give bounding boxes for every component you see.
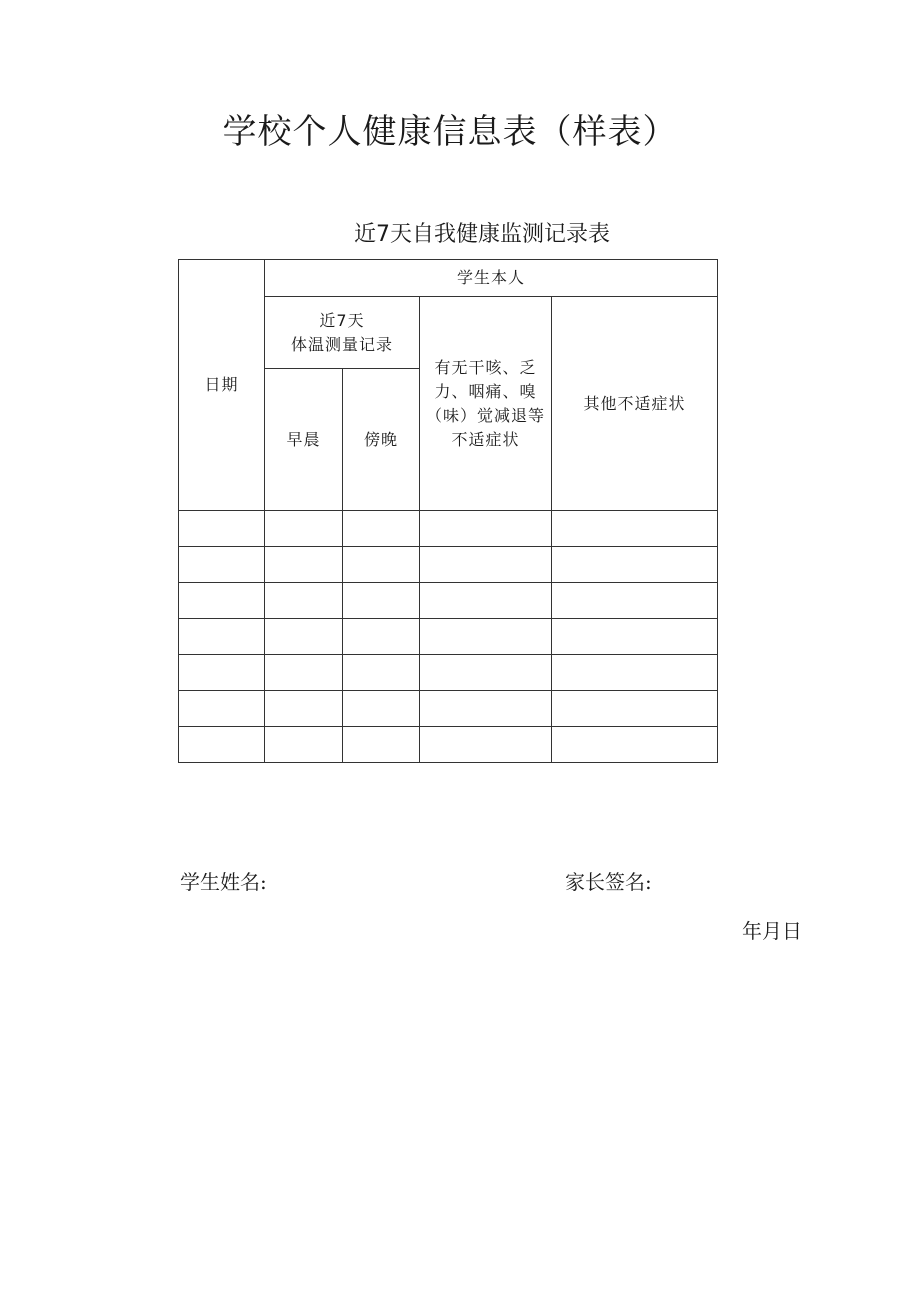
table-cell[interactable]: [420, 691, 552, 727]
table-cell[interactable]: [265, 511, 343, 547]
other-symptom-header: 其他不适症状: [552, 297, 718, 511]
table-cell[interactable]: [265, 727, 343, 763]
record-rows: [179, 511, 718, 763]
page-title: 学校个人健康信息表（样表）: [222, 112, 678, 152]
table-cell[interactable]: [420, 547, 552, 583]
temperature-header-line1: 近7天: [319, 310, 365, 330]
symptom-header-line2: 力、咽痛、嗅: [434, 381, 537, 401]
table-cell[interactable]: [552, 547, 718, 583]
table-cell[interactable]: [420, 727, 552, 763]
table-row: [179, 727, 718, 763]
table-row: [179, 547, 718, 583]
table-cell[interactable]: [179, 511, 265, 547]
symptom-header-line1: 有无干咳、乏: [434, 357, 537, 377]
table-title: 近7天自我健康监测记录表: [354, 222, 610, 247]
symptom-header-line4: 不适症状: [451, 429, 520, 449]
table-cell[interactable]: [420, 619, 552, 655]
temperature-header-line2: 体温测量记录: [290, 334, 393, 354]
table-cell[interactable]: [265, 583, 343, 619]
table-cell[interactable]: [420, 583, 552, 619]
table-cell[interactable]: [179, 583, 265, 619]
table-cell[interactable]: [343, 655, 420, 691]
symptom-header-line3: （味）觉减退等: [425, 405, 545, 425]
table-cell[interactable]: [265, 619, 343, 655]
table-row: [179, 691, 718, 727]
student-name-label: 学生姓名:: [180, 870, 267, 894]
table-cell[interactable]: [265, 547, 343, 583]
table-cell[interactable]: [179, 547, 265, 583]
table-cell[interactable]: [343, 691, 420, 727]
date-label: 年月日: [742, 919, 802, 943]
table-cell[interactable]: [343, 619, 420, 655]
table-cell[interactable]: [265, 655, 343, 691]
table-cell[interactable]: [552, 727, 718, 763]
table-cell[interactable]: [552, 619, 718, 655]
parent-sign-label: 家长签名:: [565, 870, 652, 894]
symptom-header: [420, 297, 552, 511]
table-row: [179, 511, 718, 547]
health-record-table: [178, 259, 718, 763]
table-cell[interactable]: [179, 619, 265, 655]
temperature-header: [265, 297, 420, 369]
table-cell[interactable]: [552, 511, 718, 547]
student-self-header: 学生本人: [265, 260, 718, 297]
table-cell[interactable]: [179, 655, 265, 691]
table-cell[interactable]: [552, 583, 718, 619]
evening-header: 傍晚: [343, 369, 420, 511]
table-cell[interactable]: [552, 691, 718, 727]
morning-header: 早晨: [265, 369, 343, 511]
table-cell[interactable]: [179, 727, 265, 763]
table-cell[interactable]: [420, 511, 552, 547]
table-cell[interactable]: [343, 583, 420, 619]
table-row: [179, 583, 718, 619]
table-row: [179, 655, 718, 691]
table-cell[interactable]: [552, 655, 718, 691]
table-cell[interactable]: [343, 547, 420, 583]
table-cell[interactable]: [343, 511, 420, 547]
table-cell[interactable]: [343, 727, 420, 763]
date-header: 日期: [179, 260, 265, 511]
table-cell[interactable]: [179, 691, 265, 727]
table-row: [179, 619, 718, 655]
table-cell[interactable]: [265, 691, 343, 727]
table-cell[interactable]: [420, 655, 552, 691]
